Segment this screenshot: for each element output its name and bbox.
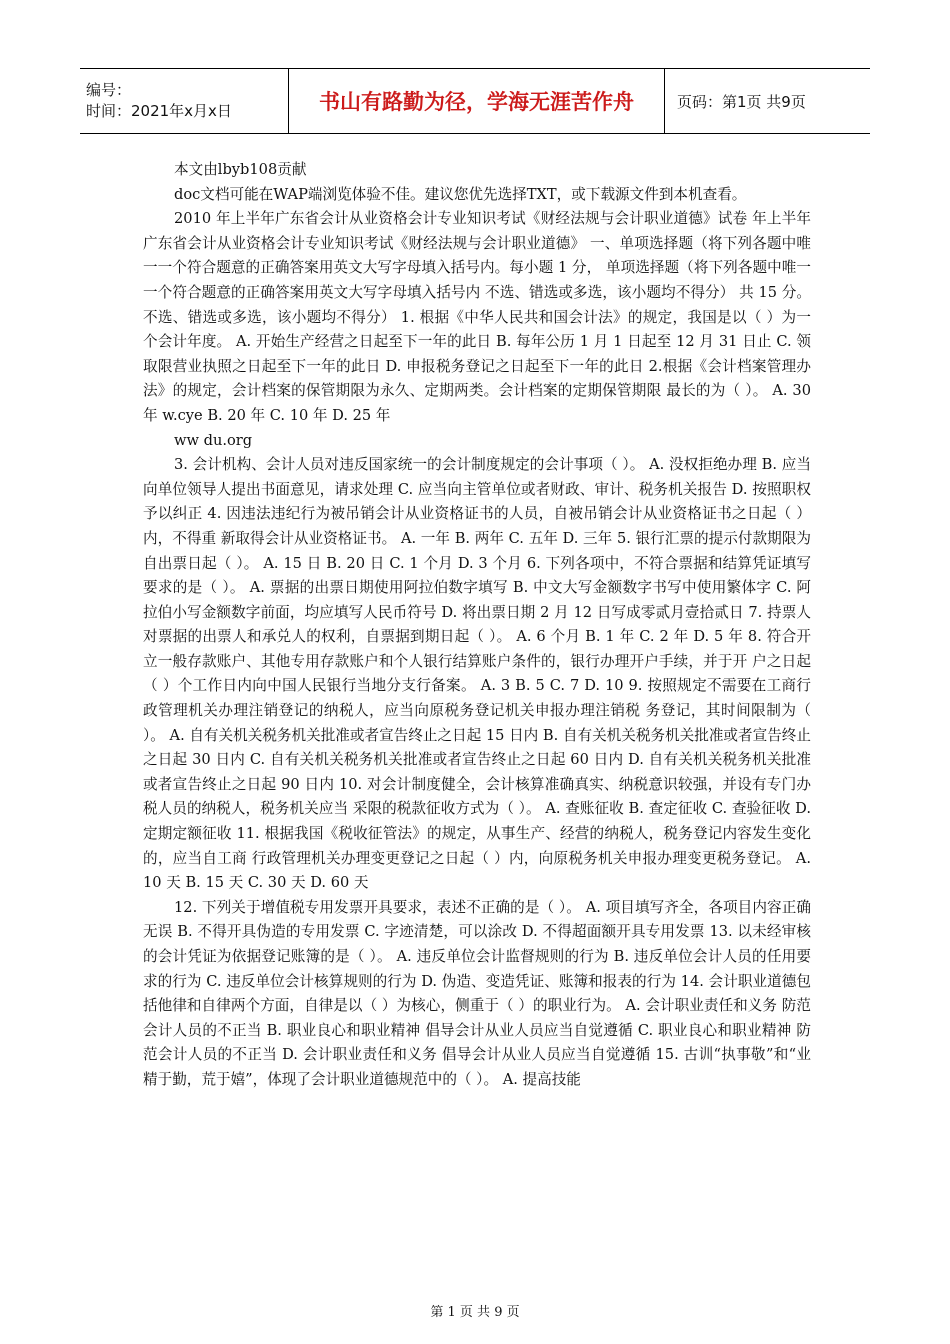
page-footer: 第 1 页 共 9 页: [430, 1305, 520, 1320]
body-paragraph: doc文档可能在WAP端浏览体验不佳。建议您优先选择TXT，或下载源文件到本机查看。: [174, 185, 747, 203]
page-header: [80, 68, 870, 134]
header-motto: 书山有路勤为径，学海无涯苦作舟: [289, 69, 665, 133]
header-meta: [80, 69, 289, 133]
document-body: [143, 158, 811, 1093]
body-paragraph: 本文由lbyb108贡献: [174, 161, 307, 178]
body-paragraph: 12. 下列关于增值税专用发票开具要求，表述不正确的是（ ）。 A. 项目填写齐全，各项目内容正确无误 B. 不得开具伪造的专用发票 C. 字迹清楚，可以涂改 D. 不得超面额开具专用发票 13. 以未经审核的会计凭证为依据登记账簿的是（ ）。 A. 违反单位会计监督规则的行为 B. 违反单位会计人员的任用要求的行为 C. 违反单位会计核算规则的行为 D. 伪造、变造凭证、账簿和报表的行为 14. 会计职业道德包括他律和自律两个方面，自律是以（ ）为核心，侧重于（ ）的职业行为。 A. 会计职业责任和义务 防范会计人员的不正当 B. 职业良心和职业精神 倡导会计从业人员应当自觉遵循 C. 职业良心和职业精神 防范会计人员的不正当 D. 会计职业责任和义务 倡导会计从业人员应当自觉遵循 15. 古训“执事敬”和“业精于勤，荒于嬉”，体现了会计职业道德规范中的（ ）。 A. 提高技能: [143, 898, 811, 1088]
document-time-label: 时间：2021年x月x日: [86, 102, 232, 120]
document-number-label: 编号：: [86, 81, 132, 99]
body-paragraph: 2010 年上半年广东省会计从业资格会计专业知识考试《财经法规与会计职业道德》试卷 年上半年广东省会计从业资格会计专业知识考试《财经法规与会计职业道德》 一、单项选择题（将下列各题中唯一一个符合题意的正确答案用英文大写字母填入括号内。每小题 1 分， 单项选择题（将下列各题中唯一一个符合题意的正确答案用英文大写字母填入括号内 不选、错选或多选，该小题均不得分） 共 15 分。不选、错选或多选，该小题均不得分） 1. 根据《中华人民共和国会计法》的规定，我国是以（ ）为一个会计年度。 A. 开始生产经营之日起至下一年的此日 B. 每年公历 1 月 1 日起至 12 月 31 日止 C. 领取限营业执照之日起至下一年的此日 D. 申报税务登记之日起至下一年的此日 2.根据《会计档案管理办法》的规定，会计档案的保管期限为永久、定期两类。会计档案的定期保管期限 最长的为（ ）。 A. 30 年 w.cye B. 20 年 C. 10 年 D. 25 年: [143, 210, 811, 424]
header-page-label: 页码：第1页 共9页: [677, 92, 806, 111]
body-paragraph: ww du.org: [174, 431, 253, 449]
body-paragraph: 3. 会计机构、会计人员对违反国家统一的会计制度规定的会计事项（ ）。 A. 没权拒绝办理 B. 应当向单位领导人提出书面意见，请求处理 C. 应当向主管单位或者财政、审计、税务机关报告 D. 按照职权予以纠正 4. 因违法违纪行为被吊销会计从业资格证书的人员，自被吊销会计从业资格证书之日起（ ）内，不得重 新取得会计从业资格证书。 A. 一年 B. 两年 C. 五年 D. 三年 5. 银行汇票的提示付款期限为自出票日起（ ）。 A. 15 日 B. 20 日 C. 1 个月 D. 3 个月 6. 下列各项中，不符合票据和结算凭证填写要求的是（ ）。 A. 票据的出票日期使用阿拉伯数字填写 B. 中文大写金额数字书写中使用繁体字 C. 阿拉伯小写金额数字前面，均应填写人民币符号 D. 将出票日期 2 月 12 日写成零贰月壹拾贰日 7. 持票人对票据的出票人和承兑人的权利，自票据到期日起（ ）。 A. 6 个月 B. 1 年 C. 2 年 D. 5 年 8. 符合开立一般存款账户、其他专用存款账户和个人银行结算账户条件的，银行办理开户手续，并于开 户之日起（ ）个工作日内向中国人民银行当地分支行备案。 A. 3 B. 5 C. 7 D. 10 9. 按照规定不需要在工商行政管理机关办理注销登记的纳税人，应当向原税务登记机关申报办理注销税 务登记，其时间限制为（ ）。 A. 自有关机关税务机关批准或者宣告终止之日起 15 日内 B. 自有关机关税务机关批准或者宣告终止之日起 30 日内 C. 自有关机关税务机关批准或者宣告终止之日起 60 日内 D. 自有关机关税务机关批准或者宣告终止之日起 90 日内 10. 对会计制度健全，会计核算准确真实、纳税意识较强，并设有专门办税人员的纳税人，税务机关应当 采限的税款征收方式为（ ）。 A. 查账征收 B. 查定征收 C. 查验征收 D. 定期定额征收 11. 根据我国《税收征管法》的规定，从事生产、经营的纳税人，税务登记内容发生变化的，应当自工商 行政管理机关办理变更登记之日起（ ）内，向原税务机关申报办理变更税务登记。 A. 10 天 B. 15 天 C. 30 天 D. 60 天: [143, 456, 811, 892]
